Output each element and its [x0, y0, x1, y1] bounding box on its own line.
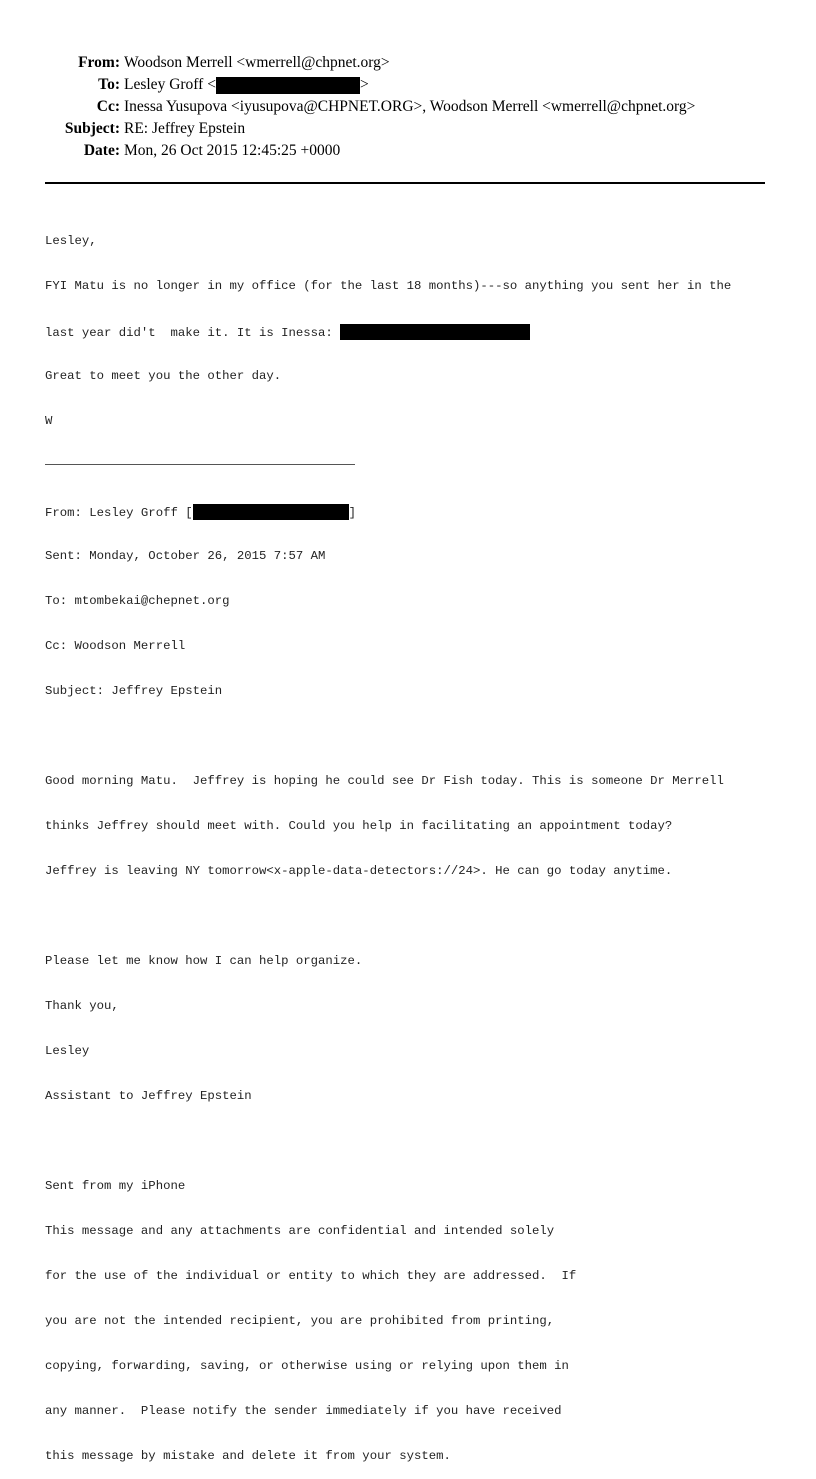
message-line: Please let me know how I can help organize. — [45, 954, 363, 968]
original-from-text: From: Lesley Groff [ — [45, 506, 193, 520]
to-name: Lesley Groff < — [124, 76, 216, 93]
from-label: From: — [78, 54, 120, 71]
original-from-suffix: ] — [348, 506, 356, 520]
original-subject: Subject: Jeffrey Epstein — [45, 684, 223, 698]
original-cc: Cc: Woodson Merrell — [45, 639, 186, 653]
quote-separator — [45, 459, 785, 474]
disclaimer-line: this message by mistake and delete it from your system. — [45, 1449, 451, 1463]
reply-line: Great to meet you the other day. — [45, 369, 282, 383]
to-label: To: — [98, 76, 120, 93]
reply-greeting: Lesley, — [45, 234, 97, 248]
from-value: Woodson Merrell <wmerrell@chpnet.org> — [124, 54, 390, 71]
sent-from-line: Sent from my iPhone — [45, 1179, 186, 1193]
reply-line: FYI Matu is no longer in my office (for the last 18 months)---so anything you sent her in the — [45, 279, 732, 293]
header-divider — [45, 182, 765, 184]
to-suffix: > — [359, 76, 369, 93]
message-line: Good morning Matu. Jeffrey is hoping he could see Dr Fish today. This is someone Dr Merrell — [45, 774, 724, 788]
blank-line — [45, 729, 785, 744]
reply-signature: W — [45, 414, 53, 428]
reply-line-text: last year did't make it. It is Inessa: — [45, 326, 341, 340]
subject-label: Subject: — [64, 120, 120, 137]
original-sent: Sent: Monday, October 26, 2015 7:57 AM — [45, 549, 326, 563]
disclaimer-line: copying, forwarding, saving, or otherwise using or relying upon them in — [45, 1359, 569, 1373]
message-line: thinks Jeffrey should meet with. Could you help in facilitating an appointment today? — [45, 819, 673, 833]
original-to: To: mtombekai@chepnet.org — [45, 594, 230, 608]
redaction-box — [193, 504, 349, 520]
disclaimer-line: you are not the intended recipient, you are prohibited from printing, — [45, 1314, 555, 1328]
email-body — [45, 204, 785, 1479]
to-row — [0, 74, 816, 96]
message-line: Thank you, — [45, 999, 119, 1013]
original-from — [45, 504, 785, 519]
subject-value: RE: Jeffrey Epstein — [124, 120, 246, 137]
redaction-box — [340, 324, 530, 340]
date-label: Date: — [83, 142, 120, 159]
date-row — [0, 140, 816, 162]
blank-line — [45, 1134, 785, 1149]
reply-line — [45, 324, 785, 339]
message-line: Jeffrey is leaving NY tomorrow<x-apple-data-detectors://24>. He can go today anytime. — [45, 864, 673, 878]
message-line: Assistant to Jeffrey Epstein — [45, 1089, 252, 1103]
disclaimer-line: for the use of the individual or entity to which they are addressed. If — [45, 1269, 577, 1283]
redaction-box — [216, 77, 360, 94]
separator-line — [45, 464, 355, 465]
message-line: Lesley — [45, 1044, 90, 1058]
disclaimer-line: any manner. Please notify the sender immediately if you have received — [45, 1404, 562, 1418]
disclaimer-line: This message and any attachments are confidential and intended solely — [45, 1224, 555, 1238]
to-value — [124, 74, 369, 96]
date-value: Mon, 26 Oct 2015 12:45:25 +0000 — [124, 142, 341, 159]
blank-line — [45, 909, 785, 924]
subject-row — [0, 118, 816, 140]
cc-value: Inessa Yusupova <iyusupova@CHPNET.ORG>, Woodson Merrell <wmerrell@chpnet.org> — [124, 98, 696, 115]
from-row — [0, 52, 816, 74]
cc-label: Cc: — [96, 98, 120, 115]
cc-row — [0, 96, 816, 118]
email-header — [0, 52, 816, 162]
